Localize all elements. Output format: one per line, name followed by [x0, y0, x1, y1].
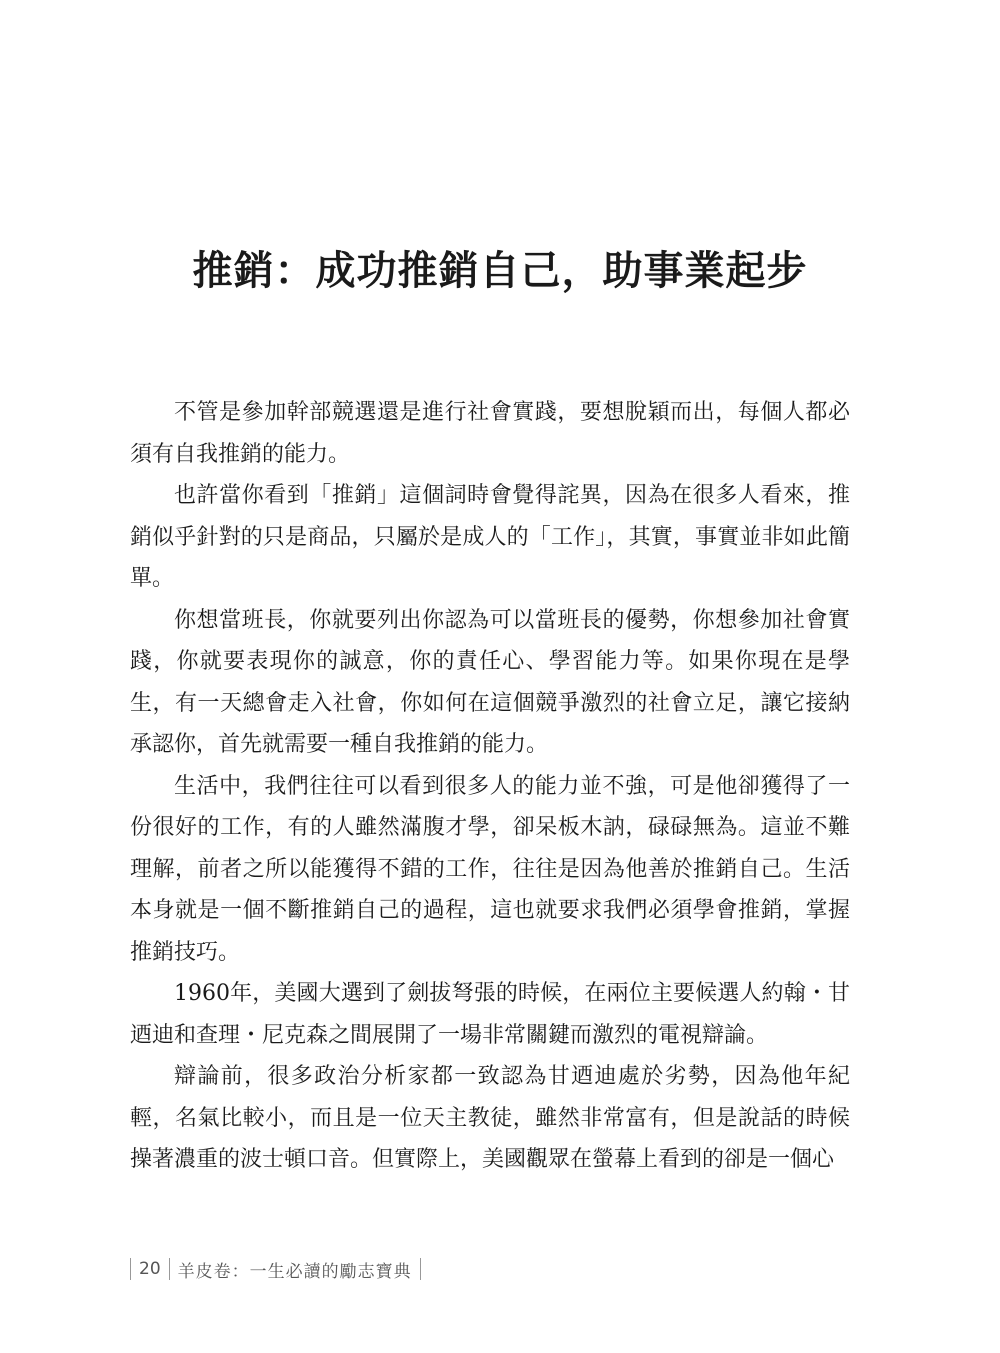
page-title: 推銷：成功推銷自己，助事業起步: [192, 248, 808, 294]
page-number: 20: [139, 1259, 161, 1279]
book-title: 羊皮卷：一生必讀的勵志寶典: [177, 1261, 412, 1282]
paragraph: 不管是參加幹部競選還是進行社會實踐，要想脫穎而出，每個人都必須有自我推銷的能力。: [130, 400, 850, 467]
body-text: [130, 392, 850, 1181]
paragraph: 生活中，我們往往可以看到很多人的能力並不強，可是他卻獲得了一份很好的工作，有的人雖然滿腹才學，卻呆板木訥，碌碌無為。這並不難理解，前者之所以能獲得不錯的工作，往往是因為他善於推銷自己。生活本身就是一個不斷推銷自己的過程，這也就要求我們必須學會推銷，掌握推銷技巧。: [130, 773, 850, 965]
page-footer: [130, 1256, 421, 1282]
paragraph: 辯論前，很多政治分析家都一致認為甘迺迪處於劣勢，因為他年紀輕，名氣比較小，而且是一位天主教徒，雖然非常富有，但是說話的時候操著濃重的波士頓口音。但實際上，美國觀眾在螢幕上看到的卻是一個心: [130, 1064, 850, 1172]
paragraph: 1960年，美國大選到了劍拔弩張的時候，在兩位主要候選人約翰・甘迺迪和查理・尼克森之間展開了一場非常關鍵而激烈的電視辯論。: [130, 981, 850, 1048]
paragraph: 你想當班長，你就要列出你認為可以當班長的優勢，你想參加社會實踐，你就要表現你的誠意，你的責任心、學習能力等。如果你現在是學生，有一天總會走入社會，你如何在這個競爭激烈的社會立足，讓它接納承認你，首先就需要一種自我推銷的能力。: [130, 607, 850, 757]
footer-divider: [420, 1258, 421, 1280]
paragraph: 也許當你看到「推銷」這個詞時會覺得詫異，因為在很多人看來，推銷似乎針對的只是商品，只屬於是成人的「工作」，其實，事實並非如此簡單。: [130, 483, 850, 591]
